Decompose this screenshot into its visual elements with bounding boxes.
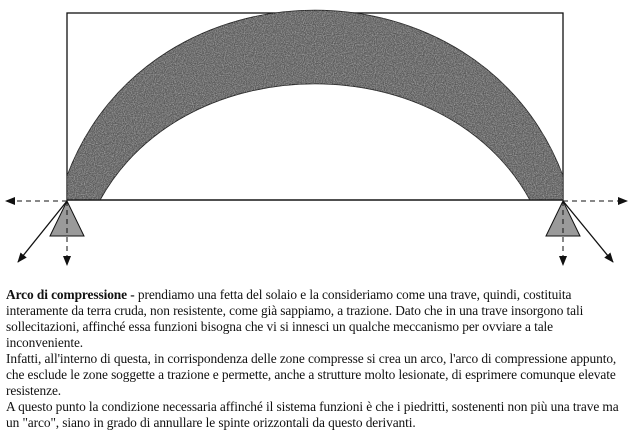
term-arco-di-compressione: Arco di compressione - [6, 287, 135, 302]
compression-arch-texture [67, 10, 563, 200]
caption-text [6, 287, 628, 431]
paragraph-1-body: prendiamo una fetta del solaio e la consideriamo come una trave, quindi, costituita interamente da terra cruda, non resistente, come già sappiamo, a trazione. Dato che in una trave insorgono tali sollecitazioni, affinché essa funzioni bisogna che vi si innesci un qualche meccanismo per ovviare a tale inconveniente. [6, 287, 584, 350]
paragraph-1 [6, 287, 628, 351]
paragraph-2: Infatti, all'interno di questa, in corrispondenza delle zone compresse si crea un arco, l'arco di compressione appunto, che esclude le zone soggette a trazione e permette, anche a strutture molto lesionate, di esprimere comunque elevate resistenze. [6, 351, 617, 398]
paragraph-3: A questo punto la condizione necessaria affinché il sistema funzioni è che i piedritti, sostenenti non più una trave ma un "arco", siano in grado di annullare le spinte orizzontali da questo derivanti. [6, 399, 619, 430]
